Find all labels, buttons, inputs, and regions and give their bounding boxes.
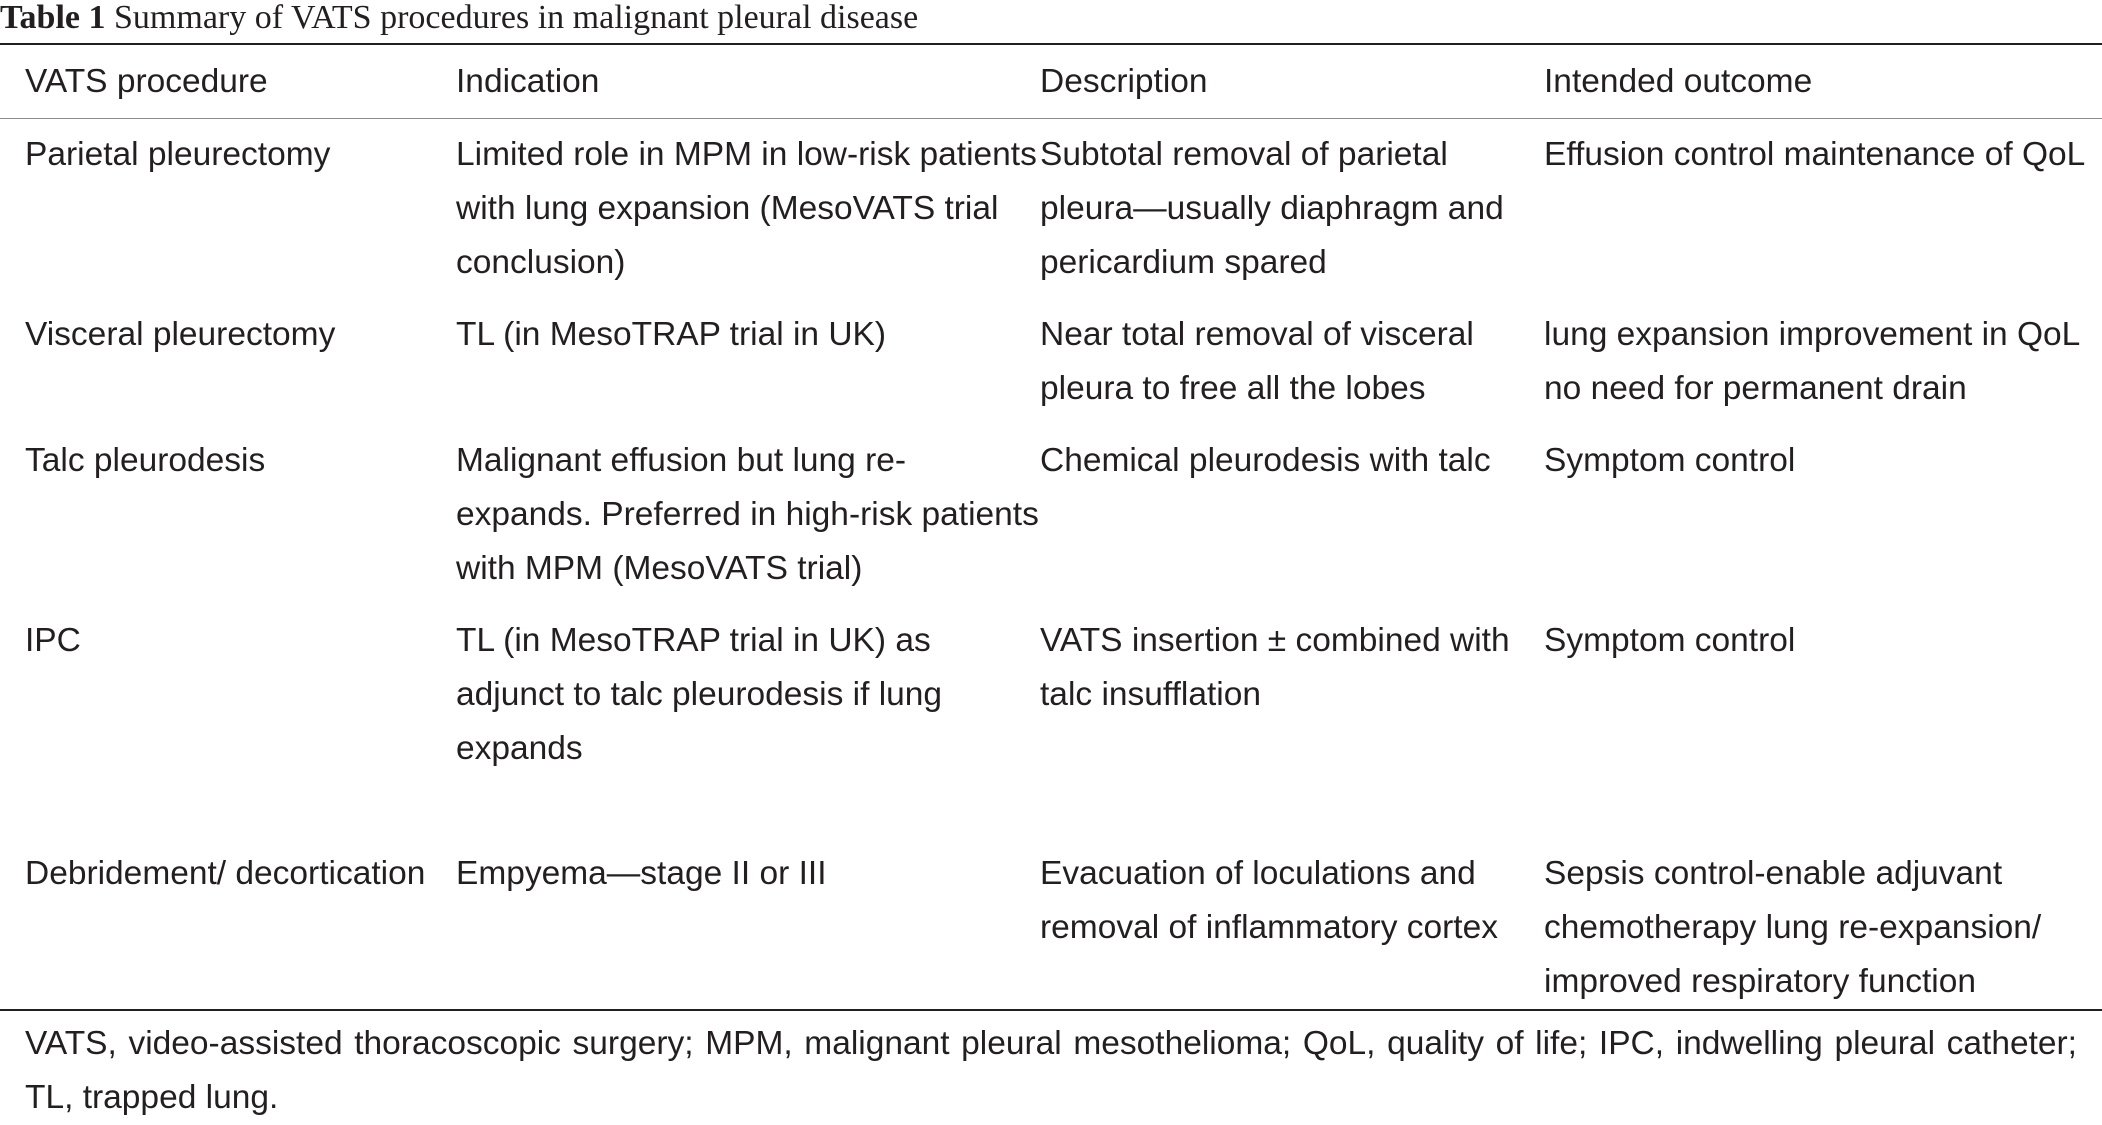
table-row [0,837,2102,1010]
cell-indication: Limited role in MPM in low-risk patients with lung expansion (MesoVATS trial conclusion) [456,136,1037,281]
column-header-indication: Indication [456,63,600,100]
cell-indication: Malignant effusion but lung re-expands. Preferred in high-risk patients with MPM (MesoVATS trial) [456,442,1039,587]
cell-indication: TL (in MesoTRAP trial in UK) [456,316,887,353]
table-caption-title: Summary of VATS procedures in malignant pleural disease [114,0,919,36]
cell-outcome: lung expansion improvement in QoL no need for permanent drain [1544,316,2080,407]
cell-indication: TL (in MesoTRAP trial in UK) as adjunct to talc pleurodesis if lung expands [456,622,943,767]
cell-procedure: IPC [25,622,81,659]
cell-outcome: Symptom control [1544,442,1796,479]
cell-procedure: Parietal pleurectomy [25,136,331,173]
cell-description: Subtotal removal of parietal pleura—usually diaphragm and pericardium spared [1040,136,1504,281]
table-row [0,298,2102,424]
cell-description: Evacuation of loculations and removal of inflammatory cortex [1040,855,1498,946]
cell-description: Chemical pleurodesis with talc [1040,442,1491,479]
cell-procedure: Visceral pleurectomy [25,316,336,353]
cell-description: Near total removal of visceral pleura to free all the lobes [1040,316,1474,407]
table-row [0,424,2102,604]
table-caption [0,0,918,42]
table-caption-label: Table 1 [0,0,106,36]
vats-procedures-table [0,45,2102,1010]
table-header-row [0,45,2102,118]
table-row [0,118,2102,298]
cell-indication: Empyema—stage II or III [456,855,827,892]
table-row [0,604,2102,837]
cell-outcome: Sepsis control-enable adjuvant chemotherapy lung re-expansion/ improved respiratory function [1544,855,2042,1000]
cell-description: VATS insertion ± combined with talc insufflation [1040,622,1510,713]
cell-procedure: Debridement/ decortication [25,855,426,892]
cell-outcome: Symptom control [1544,622,1796,659]
column-header-outcome: Intended outcome [1544,63,1813,100]
column-header-procedure: VATS procedure [25,63,268,100]
column-header-description: Description [1040,63,1208,100]
cell-procedure: Talc pleurodesis [25,442,266,479]
cell-outcome: Effusion control maintenance of QoL [1544,136,2086,173]
table-footnote: VATS, video-assisted thoracoscopic surgery; MPM, malignant pleural mesothelioma; QoL, quality of life; IPC, indwelling pleural catheter; TL, trapped lung. [25,1025,2077,1116]
